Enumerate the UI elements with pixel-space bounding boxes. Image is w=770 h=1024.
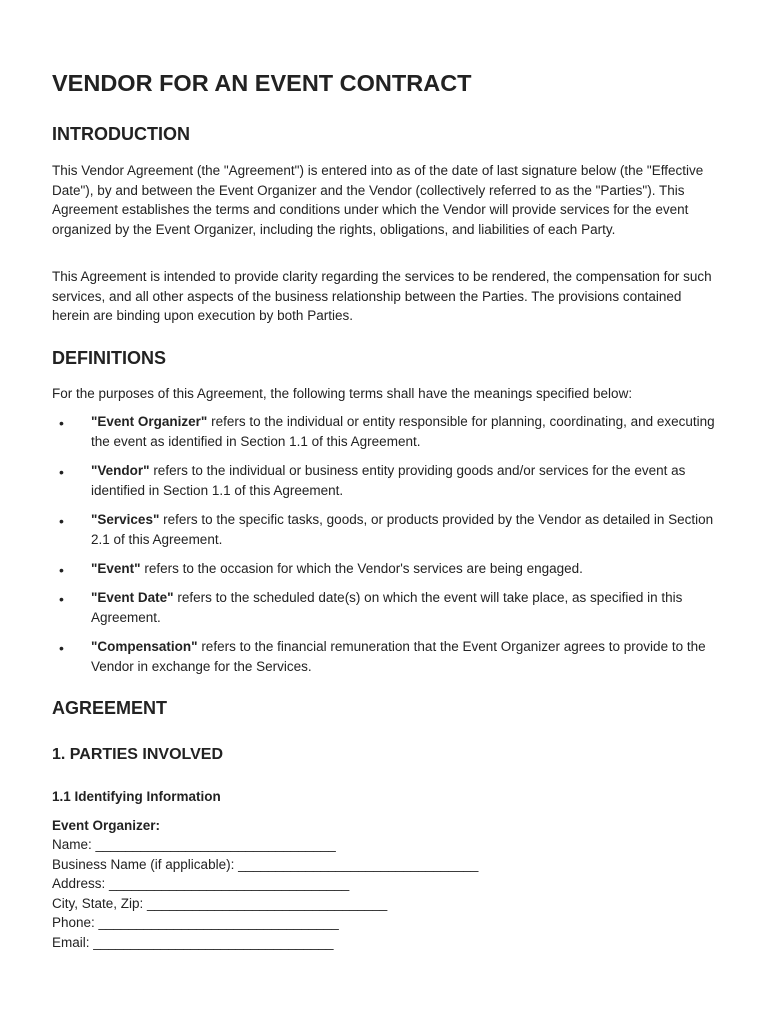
organizer-phone-field: Phone: ________________________________ (52, 915, 339, 930)
organizer-city-state-zip-field: City, State, Zip: ________________________________ (52, 896, 388, 911)
organizer-business-name-field: Business Name (if applicable): ________________________________ (52, 857, 479, 872)
definition-text: refers to the individual or business entity providing goods and/or services for the event as identified in Section 1.1 of this Agreement. (91, 462, 686, 498)
bullet-icon: • (59, 561, 64, 578)
definition-item (52, 510, 724, 549)
definition-text: refers to the specific tasks, goods, or products provided by the Vendor as detailed in Section 2.1 of this Agreement. (91, 511, 714, 547)
organizer-email-field: Email: ________________________________ (52, 935, 334, 950)
definition-text: refers to the individual or entity responsible for planning, coordinating, and executing the event as identified in Section 1.1 of this Agreement. (91, 414, 715, 449)
definition-item (52, 559, 724, 579)
introduction-paragraph-2: This Agreement is intended to provide clarity regarding the services to be rendered, the compensation for such services, and all other aspects of the business relationship between the Parties. The provisions contained herein are binding upon execution by both Parties. (52, 269, 712, 324)
section-1-1-heading: 1.1 Identifying Information (52, 789, 221, 804)
definition-item (52, 588, 724, 627)
definition-item (52, 412, 724, 451)
definition-text: refers to the scheduled date(s) on which the event will take place, as specified in this Agreement. (91, 590, 683, 625)
definition-item (52, 637, 724, 676)
bullet-icon: • (59, 512, 64, 529)
event-organizer-label: Event Organizer: (52, 818, 161, 833)
definition-term: "Event" (91, 560, 141, 576)
definition-term: "Compensation" (91, 639, 198, 655)
introduction-paragraph-1: This Vendor Agreement (the "Agreement") is entered into as of the date of last signature below (the "Effective Date"), by and between the Event Organizer and the Vendor (collectively referred to as the "Parties"). This Agreement establishes the terms and conditions under which the Vendor will provide services for the event organized by the Event Organizer, including the rights, obligations, and liabilities of each Party. (52, 163, 704, 237)
agreement-heading: AGREEMENT (52, 698, 168, 718)
definition-term: "Vendor" (91, 462, 150, 478)
definition-text: refers to the financial remuneration that the Event Organizer agrees to provide to the Vendor in exchange for the Services. (91, 639, 706, 674)
bullet-icon: • (59, 591, 64, 608)
bullet-icon: • (59, 463, 64, 480)
definitions-list (52, 412, 724, 686)
definition-text: refers to the occasion for which the Vendor's services are being engaged. (140, 560, 583, 576)
definition-term: "Event Organizer" (91, 414, 208, 429)
bullet-icon: • (59, 415, 64, 431)
document-title: VENDOR FOR AN EVENT CONTRACT (52, 70, 472, 96)
definitions-heading: DEFINITIONS (52, 348, 167, 368)
organizer-address-field: Address: ________________________________ (52, 876, 350, 891)
definition-item (52, 461, 724, 500)
definitions-intro: For the purposes of this Agreement, the following terms shall have the meanings specified below: (52, 386, 633, 401)
definition-term: "Services" (91, 511, 160, 527)
section-1-heading: 1. PARTIES INVOLVED (52, 746, 223, 763)
definition-term: "Event Date" (91, 590, 174, 606)
introduction-heading: INTRODUCTION (52, 124, 190, 144)
bullet-icon: • (59, 640, 64, 657)
organizer-name-field: Name: ________________________________ (52, 837, 336, 852)
